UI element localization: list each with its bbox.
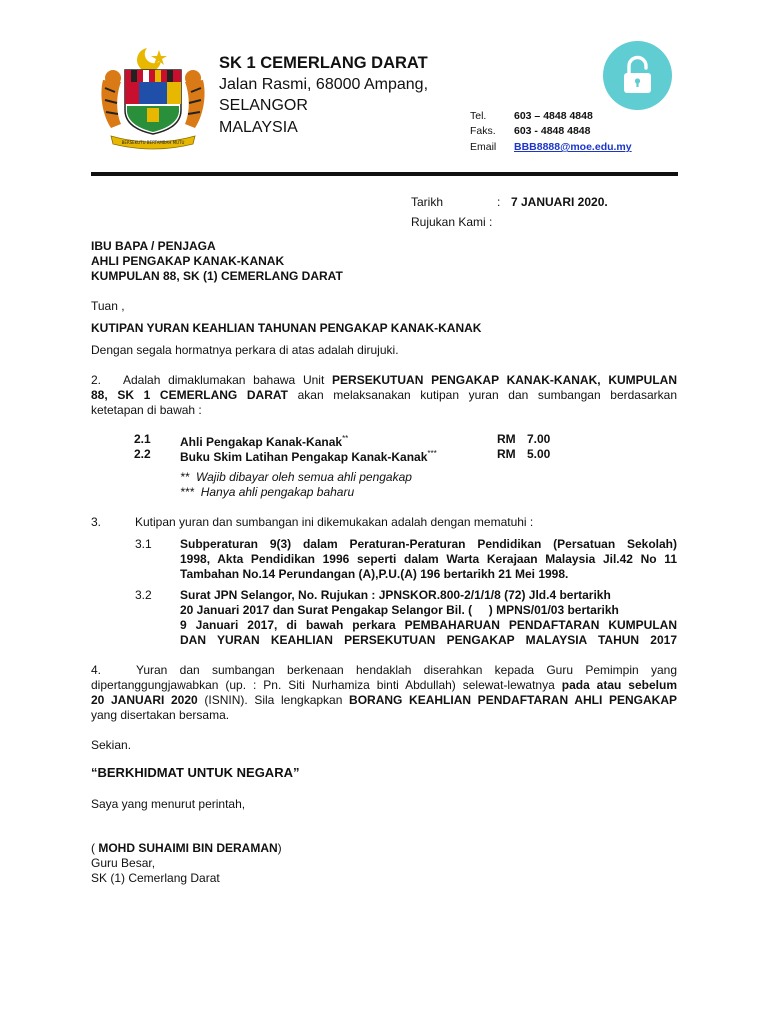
para4-line-3b: (ISNIN). Sila lengkapkan [197, 693, 350, 707]
lock-icon [603, 41, 672, 110]
para2-number: 2. [91, 373, 102, 387]
para2-line-1b: PERSEKUTUAN PENGAKAP KANAK-KANAK, KUMPULAN [332, 373, 677, 387]
fax-label: Faks. [470, 125, 496, 137]
reference-label: Rujukan Kami : [411, 215, 493, 229]
intro-text: Dengan segala hormatnya perkara di atas adalah dirujuki. [91, 343, 399, 357]
fee-2-currency: RM [497, 447, 516, 461]
para4-line-1: Yuran dan sumbangan berkenaan hendaklah diserahkan kepada Guru Pemimpin yang [136, 663, 677, 677]
para4-line-3a: 20 JANUARI 2020 [91, 693, 198, 707]
recipient-line-1: IBU BAPA / PENJAGA [91, 239, 216, 253]
item-3-2-line-2: 20 Januari 2017 dan Surat Pengakap Selangor Bil. ( ) MPNS/01/03 bertarikh [180, 603, 619, 617]
para3-text: Kutipan yuran dan sumbangan ini dikemukakan adalah dengan mematuhi : [135, 515, 534, 529]
fee-2-label-text: Buku Skim Latihan Pengakap Kanak-Kanak [180, 450, 428, 464]
note-1-mark: ** [180, 470, 190, 484]
para2-line-1a: Adalah dimaklumakan bahawa Unit [123, 373, 333, 387]
para4-line-2 [91, 678, 677, 693]
item-3-1-line-1: Subperaturan 9(3) dalam Peraturan-Peraturan Pendidikan (Persatuan Sekolah) [180, 537, 677, 551]
signatory-school: SK (1) Cemerlang Darat [91, 871, 220, 885]
item-3-2-number: 3.2 [135, 588, 152, 602]
para2-line-2 [91, 388, 677, 403]
date-label: Tarikh [411, 195, 444, 209]
note-2 [180, 485, 354, 500]
note-1 [180, 470, 412, 485]
para2-line-2b: akan melaksanakan kutipan yuran dan sumbangan berdasarkan [288, 388, 677, 402]
contact-tel [470, 108, 593, 124]
para4-line-3 [91, 693, 677, 708]
crest-motto: BERSEKUTU BERTAMBAH MUTU [121, 140, 185, 145]
fee-1-number: 2.1 [134, 432, 151, 446]
fee-1-mark: ** [342, 434, 349, 443]
fee-2-amount: 5.00 [527, 447, 551, 461]
contact-fax [470, 123, 591, 139]
address-line-2: SELANGOR [219, 97, 308, 114]
subject-line: KUTIPAN YURAN KEAHLIAN TAHUNAN PENGAKAP KANAK-KANAK [91, 321, 482, 335]
email-label: Email [470, 141, 497, 153]
contact-email [470, 139, 632, 155]
closing-motto: “BERKHIDMAT UNTUK NEGARA” [91, 765, 300, 780]
tel-label: Tel. [470, 110, 487, 122]
item-3-1-line-2: 1998, Akta Pendidikan 1996 seperti dalam Warta Kerajaan Malaysia Jil.42 No 11 [180, 552, 677, 566]
note-1-text: Wajib dibayar oleh semua ahli pengakap [196, 470, 412, 484]
fee-2-number: 2.2 [134, 447, 151, 461]
note-2-text: Hanya ahli pengakap baharu [200, 485, 355, 499]
address-line-1: Jalan Rasmi, 68000 Ampang, [219, 76, 429, 93]
item-3-2-line-4: DAN YURAN KEAHLIAN PERSEKUTUAN PENGAKAP MALAYSIA TAHUN 2017 [180, 633, 677, 647]
para4-line-3c: BORANG KEAHLIAN PENDAFTARAN AHLI PENGAKAP [349, 693, 677, 707]
salutation: Tuan , [91, 299, 125, 313]
tel-value: 603 – 4848 4848 [514, 110, 593, 122]
signatory-name-line [91, 841, 282, 856]
para4-number: 4. [91, 663, 102, 677]
fee-1-currency: RM [497, 432, 516, 446]
header-divider [91, 172, 678, 176]
closing-perintah: Saya yang menurut perintah, [91, 797, 246, 811]
para2-line-2a: 88, SK 1 CEMERLANG DARAT [91, 388, 288, 402]
school-crest [97, 44, 209, 152]
address-line-3: MALAYSIA [219, 119, 298, 136]
school-name: SK 1 CEMERLANG DARAT [219, 54, 428, 72]
recipient-line-3: KUMPULAN 88, SK (1) CEMERLANG DARAT [91, 269, 343, 283]
item-3-1-line-3: Tambahan No.14 Perundangan (A),P.U.(A) 196 bertarikh 21 Mei 1998. [180, 567, 569, 581]
signatory-close-paren: ) [277, 841, 282, 855]
fee-2-label [180, 447, 437, 465]
note-2-mark: *** [180, 485, 195, 499]
item-3-1-number: 3.1 [135, 537, 152, 551]
para2-line-1 [123, 373, 677, 388]
para4-line-2b: pada atau sebelum [561, 678, 677, 692]
recipient-line-2: AHLI PENGAKAP KANAK-KANAK [91, 254, 285, 268]
para4-line-4: yang disertakan bersama. [91, 708, 230, 722]
item-3-2-line-3: 9 Januari 2017, di bawah perkara PEMBAHARUAN PENDAFTARAN KUMPULAN [180, 618, 677, 632]
signatory-title: Guru Besar, [91, 856, 156, 870]
para3-number: 3. [91, 515, 102, 529]
signatory-name: MOHD SUHAIMI BIN DERAMAN [98, 841, 278, 855]
date-colon: : [497, 195, 501, 209]
para2-line-3: ketetapan di bawah : [91, 403, 202, 417]
fee-2-mark: *** [427, 449, 437, 458]
fax-value: 603 - 4848 4848 [514, 125, 591, 137]
fee-1-label-text: Ahli Pengakap Kanak-Kanak [180, 435, 343, 449]
date-value: 7 JANUARI 2020. [511, 195, 608, 209]
closing-sekian: Sekian. [91, 738, 132, 752]
para4-line-2a: dipertanggungjawabkan (up. : Pn. Siti Nurhamiza binti Abdullah) selewat-lewatnya [91, 678, 562, 692]
email-link[interactable]: BBB8888@moe.edu.my [514, 141, 632, 153]
item-3-2-line-1: Surat JPN Selangor, No. Rujukan : JPNSKOR.800-2/1/1/8 (72) Jld.4 bertarikh [180, 588, 611, 602]
fee-1-amount: 7.00 [527, 432, 551, 446]
signatory-open-paren: ( [91, 841, 99, 855]
